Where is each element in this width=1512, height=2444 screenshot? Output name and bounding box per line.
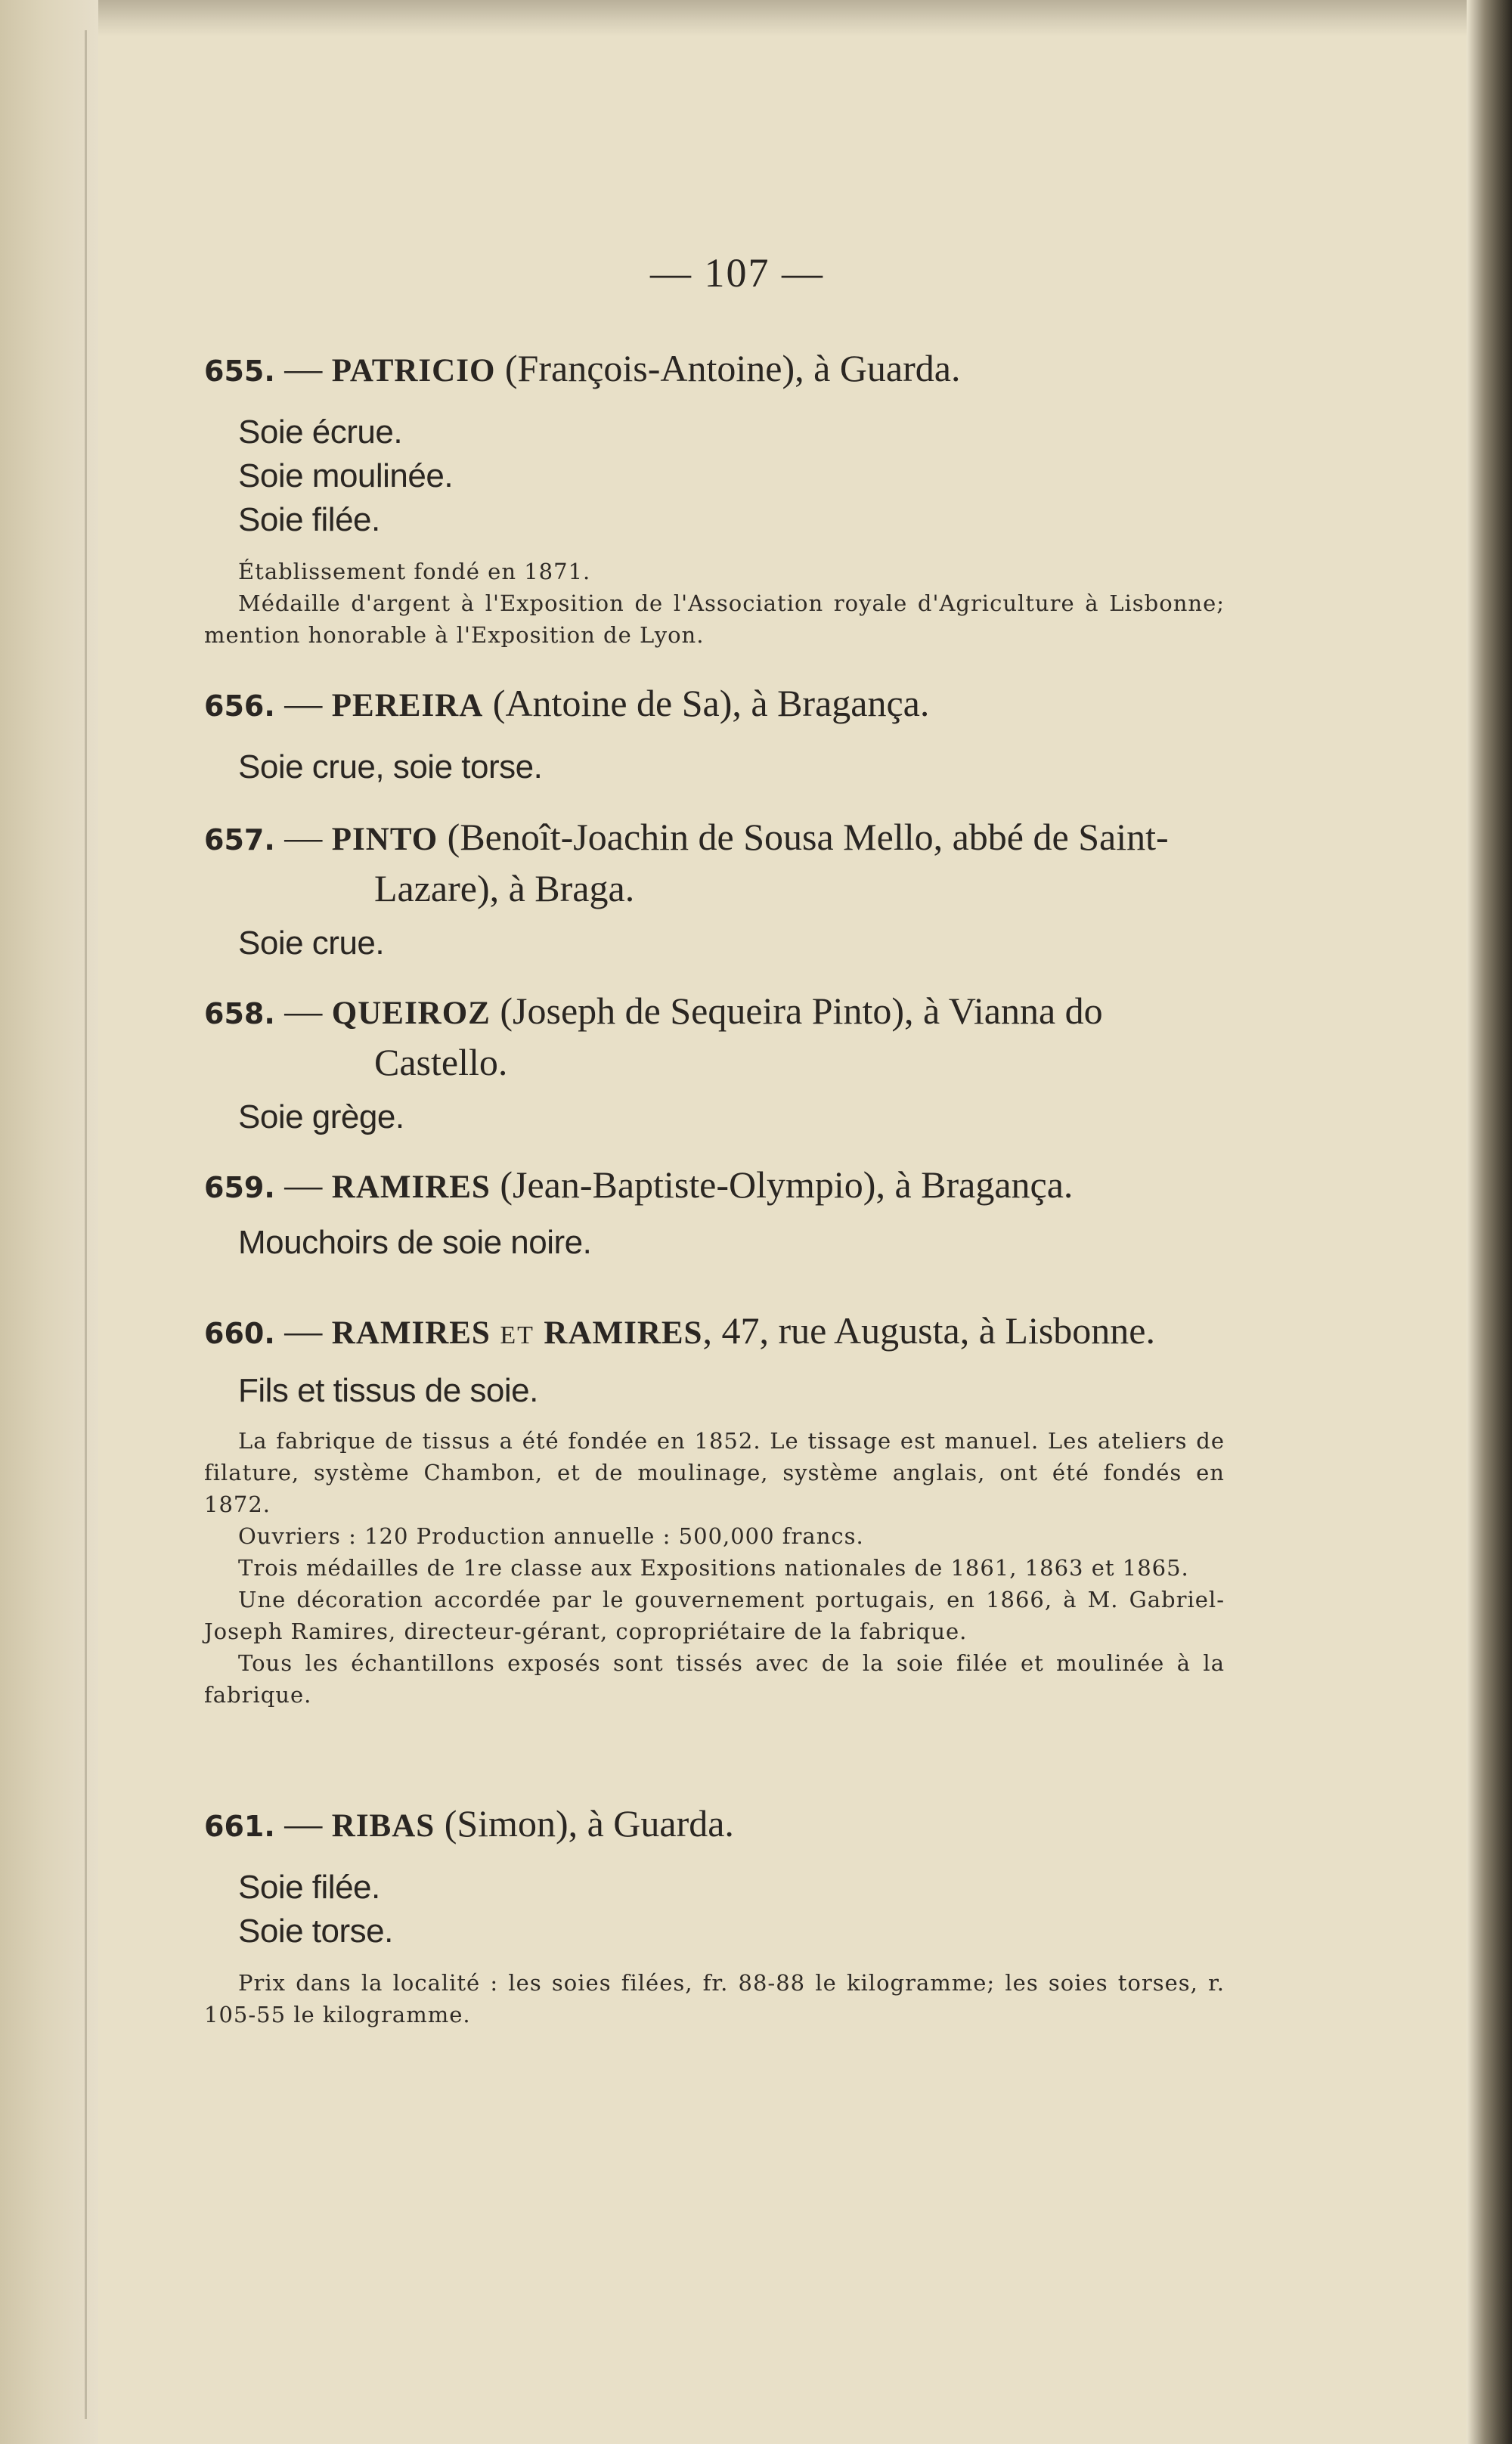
entry-dash: — [284, 1163, 323, 1206]
entry-dash: — [284, 1802, 323, 1845]
exhibitor-name: PATRICIO [331, 353, 496, 389]
entry-dash: — [284, 816, 323, 858]
entry-heading [204, 679, 1225, 730]
note-paragraph: La fabrique de tissus a été fondée en 1852. Le tissage est manuel. Les ateliers de filature, système Chambon, et de moulinage, système anglais, ont été fondés en 1872. [204, 1428, 1225, 1517]
entry-655 [204, 344, 1225, 651]
exhibitor-details: (Antoine de Sa), à Bragança. [492, 682, 930, 724]
entry-number: 657. [204, 823, 275, 856]
exhibitor-name: RIBAS [331, 1808, 435, 1844]
entry-dash: — [284, 990, 323, 1032]
exhibitor-name: RAMIRES [331, 1315, 491, 1351]
entry-dash: — [284, 347, 323, 389]
entry-number: 656. [204, 689, 275, 723]
exhibitor-name: RAMIRES [331, 1169, 491, 1205]
entry-658 [204, 987, 1225, 1139]
exhibitor-details: (François-Antoine), à Guarda. [504, 347, 961, 389]
entry-659 [204, 1160, 1225, 1265]
entry-number: 659. [204, 1171, 275, 1204]
product-item: Fils et tissus de soie. [238, 1372, 538, 1409]
product-item: Mouchoirs de soie noire. [238, 1224, 592, 1261]
product-item: Soie torse. [238, 1913, 393, 1950]
exhibitor-details: (Joseph de Sequeira Pinto), à Vianna do Castello. [374, 990, 1103, 1083]
gutter-fold [85, 30, 87, 2419]
exhibitor-details: (Jean-Baptiste-Olympio), à Bragança. [500, 1163, 1074, 1206]
page-number: — 107 — [650, 250, 824, 296]
entry-heading [204, 1306, 1225, 1360]
note-paragraph: Prix dans la localité : les soies filées, fr. 88-88 le kilogramme; les soies torses, r. 105-55 le kilogramme. [204, 1970, 1225, 2027]
product-item: Soie moulinée. [238, 457, 454, 494]
product-item: Soie écrue. [238, 414, 403, 451]
product-item: Soie filée. [238, 1869, 380, 1906]
entry-661 [204, 1799, 1225, 2030]
entry-notes [204, 556, 1225, 651]
page-top-edge [0, 0, 1512, 36]
exhibitor-name: PINTO [331, 822, 438, 857]
product-item: Soie filée. [238, 501, 380, 538]
product-item: Soie grège. [238, 1098, 404, 1135]
entry-656 [204, 679, 1225, 789]
exhibitor-details: (Simon), à Guarda. [444, 1802, 734, 1845]
entry-heading [204, 1160, 1225, 1212]
conjunction: ET [500, 1321, 534, 1349]
note-paragraph: Médaille d'argent à l'Exposition de l'Association royale d'Agriculture à Lisbonne; mention honorable à l'Exposition de Lyon. [204, 590, 1225, 648]
page-right-edge [1467, 0, 1512, 2444]
entry-heading [204, 344, 1225, 395]
product-item: Soie crue. [238, 925, 385, 962]
entry-number: 660. [204, 1317, 275, 1350]
entry-heading [204, 987, 1225, 1086]
note-paragraph: Ouvriers : 120 Production annuelle : 500,000 francs. [238, 1523, 864, 1549]
note-paragraph: Une décoration accordée par le gouvernement portugais, en 1866, à M. Gabriel-Joseph Ramires, directeur-gérant, copropriétaire de la fabrique. [204, 1587, 1225, 1644]
entry-dash: — [284, 682, 323, 724]
entry-660 [204, 1306, 1225, 1711]
exhibitor-name: QUEIROZ [331, 996, 491, 1031]
exhibitor-name: PEREIRA [331, 688, 484, 723]
exhibitor-details: (Benoît-Joachin de Sousa Mello, abbé de Saint-Lazare), à Braga. [374, 816, 1169, 909]
entry-number: 655. [204, 355, 275, 388]
note-paragraph: Trois médailles de 1re classe aux Expositions nationales de 1861, 1863 et 1865. [238, 1555, 1189, 1581]
exhibitor-name: RAMIRES [544, 1315, 703, 1351]
entry-number: 658. [204, 997, 275, 1030]
entry-notes [204, 1967, 1225, 2030]
entry-notes [204, 1425, 1225, 1711]
note-paragraph: Établissement fondé en 1871. [238, 559, 591, 584]
entry-heading [204, 813, 1225, 912]
entry-number: 661. [204, 1810, 275, 1843]
entry-heading [204, 1799, 1225, 1851]
entry-657 [204, 813, 1225, 965]
product-item: Soie crue, soie torse. [238, 748, 543, 785]
note-paragraph: Tous les échantillons exposés sont tissés avec de la soie filée et moulinée à la fabrique. [204, 1650, 1225, 1708]
entry-dash: — [284, 1309, 323, 1352]
page-gutter-shadow [0, 0, 98, 2444]
exhibitor-details: , 47, rue Augusta, à Lisbonne. [702, 1309, 1155, 1352]
